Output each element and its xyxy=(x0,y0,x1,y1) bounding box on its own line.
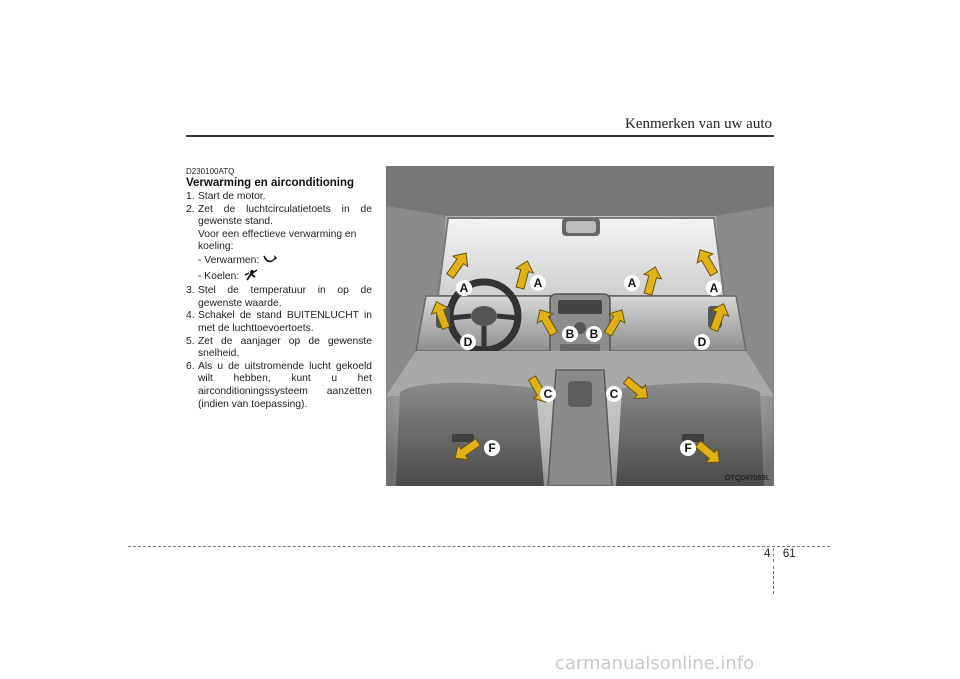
svg-text:A: A xyxy=(709,281,719,295)
vent-label-b xyxy=(586,326,602,342)
vent-label-c xyxy=(540,386,556,402)
step-5 xyxy=(186,336,372,361)
step-number: 6. xyxy=(186,360,195,372)
vent-diagram-figure xyxy=(386,166,774,486)
vehicle-interior-illustration xyxy=(386,166,774,486)
heating-label: - Verwarmen: xyxy=(198,254,260,266)
chapter-number: 4 xyxy=(764,548,771,560)
vent-label-a xyxy=(624,275,640,291)
svg-text:D: D xyxy=(697,335,707,349)
section-code: D230100ATQ xyxy=(186,167,235,176)
effective-note: Voor een effectieve verwarming en koeling: xyxy=(198,228,357,253)
svg-text:F: F xyxy=(684,441,692,455)
vent-label-b xyxy=(562,326,578,342)
footer-rule xyxy=(128,546,830,547)
step-number: 3. xyxy=(186,285,195,297)
vent-label-a xyxy=(706,280,722,296)
step-text: Start de motor. xyxy=(198,191,266,202)
vent-label-d xyxy=(460,334,476,350)
vent-label-c xyxy=(606,386,622,402)
vent-label-a xyxy=(456,280,472,296)
step-text: Stel de temperatuur in op de gewenste waarde. xyxy=(198,285,372,309)
vent-label-f xyxy=(680,440,696,456)
page-header-title: Kenmerken van uw auto xyxy=(624,116,772,132)
page-number: 61 xyxy=(782,548,796,560)
cooling-line xyxy=(186,269,372,286)
step-text: Zet de aanjager op de gewenste snelheid. xyxy=(198,335,372,360)
steps-list xyxy=(186,191,372,411)
step-number: 1. xyxy=(186,191,195,202)
step-text: Als u de uitstromende lucht gekoeld wilt hebben, kunt u het airconditioningssysteem aanzetten (indien van toepassing). xyxy=(198,360,372,410)
header-rule xyxy=(186,135,774,137)
step-number: 4. xyxy=(186,310,195,322)
svg-text:B: B xyxy=(589,327,599,341)
svg-text:D: D xyxy=(463,335,473,349)
site-watermark[interactable]: carmanualsonline.info xyxy=(555,653,755,674)
svg-text:C: C xyxy=(609,387,619,401)
figure-caption: OTQ047069L xyxy=(724,473,770,482)
step-text: Schakel de stand BUITENLUCHT in met de luchttoevoertoets. xyxy=(198,310,372,334)
svg-text:C: C xyxy=(543,387,553,401)
step-text: Zet de luchtcirculatietoets in de gewenste stand. xyxy=(198,203,372,228)
vent-label-a xyxy=(530,275,546,291)
heating-line xyxy=(186,254,372,269)
heating-mode-icon xyxy=(263,254,279,269)
svg-text:F: F xyxy=(488,441,496,455)
svg-text:A: A xyxy=(627,276,637,290)
vertical-rule-bottom xyxy=(773,566,774,594)
section-title: Verwarming en airconditioning xyxy=(186,177,355,189)
step-number: 5. xyxy=(186,335,195,347)
step-1 xyxy=(186,191,372,204)
svg-text:A: A xyxy=(459,281,469,295)
step-number: 2. xyxy=(186,203,195,215)
page-number-block xyxy=(764,548,796,560)
svg-text:B: B xyxy=(565,327,575,341)
step-2 xyxy=(186,204,372,229)
step-4 xyxy=(186,310,372,335)
vent-label-d xyxy=(694,334,710,350)
vent-label-f xyxy=(484,440,500,456)
step-3 xyxy=(186,285,372,310)
svg-text:A: A xyxy=(533,276,543,290)
cooling-mode-icon xyxy=(243,269,259,286)
step-6 xyxy=(186,361,372,411)
cooling-label: - Koelen: xyxy=(198,270,240,282)
